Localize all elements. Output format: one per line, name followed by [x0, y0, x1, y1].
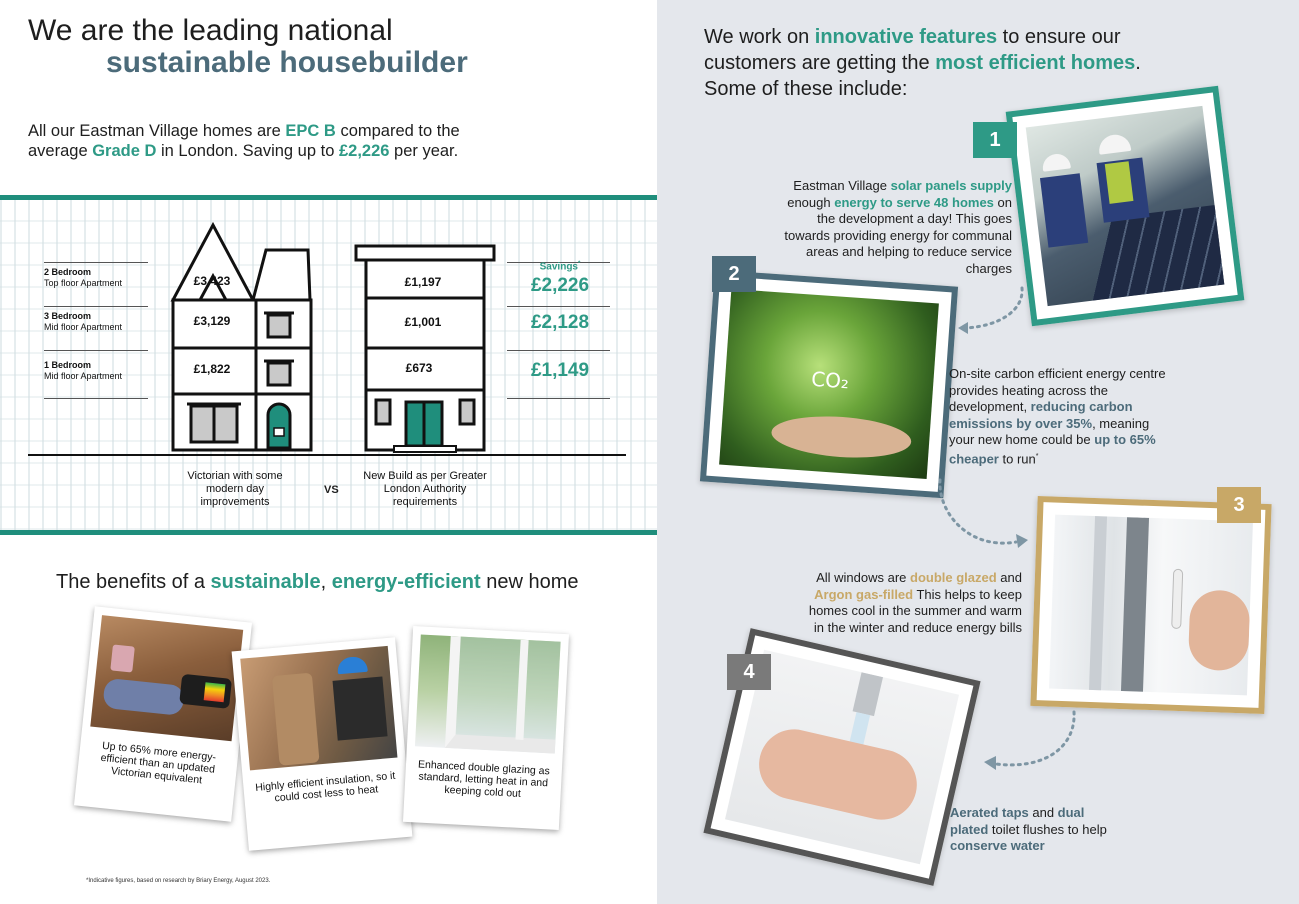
- features-heading: We work on innovative features to ensure our customers are getting the most efficient homes. Some of these include:: [704, 26, 1141, 100]
- polaroid-caption-2: Highly efficient insulation, so it could cost less to heat: [254, 769, 396, 805]
- victorian-house-illustration: [158, 220, 314, 452]
- insulation-worker-photo: [240, 646, 397, 770]
- price-new-3-bed: £1,001: [404, 315, 442, 329]
- window-handle-photo: [1049, 515, 1253, 696]
- saving-2-bed: £2,226: [530, 275, 590, 296]
- feature-3-text: All windows are double glazed and Argon gas-filled This helps to keep homes cool in the summer and warm in the winter and reduce energy bills: [808, 570, 1022, 635]
- double-glazing-photo: [415, 634, 561, 753]
- feature-4-text: Aerated taps and dual plated toilet flushes to help conserve water: [950, 805, 1107, 853]
- page-title-line2: sustainable housebuilder: [106, 46, 468, 79]
- connector-arrow-2-3: [930, 474, 1040, 558]
- polaroid-energy-meter: [74, 606, 252, 821]
- co2-photo: [719, 289, 939, 479]
- page-title-line1: We are the leading national: [28, 14, 393, 47]
- connector-arrow-3-4: [976, 706, 1086, 778]
- footnote: *Indicative figures, based on research by Briary Energy, August 2023.: [86, 878, 271, 884]
- price-old-2-bed: £3,423: [193, 274, 231, 288]
- feature-number-1: 1: [973, 122, 1017, 158]
- polaroid-caption-3: Enhanced double glazing as standard, letting heat in and keeping cold out: [417, 758, 551, 800]
- price-new-1-bed: £673: [405, 361, 433, 375]
- row-label-1-bed: 1 Bedroom Mid floor Apartment: [44, 360, 123, 381]
- row-label-3-bed: 3 Bedroom Mid floor Apartment: [44, 311, 123, 332]
- intro-text: All our Eastman Village homes are EPC B compared to the average Grade D in London. Saving up to £2,226 per year.: [28, 122, 460, 160]
- saving-1-bed: £1,149: [530, 360, 590, 381]
- connector-arrow-1-2: [940, 280, 1040, 340]
- price-old-1-bed: £1,822: [193, 362, 231, 376]
- caption-new-build: New Build as per Greater London Authority requirements: [363, 470, 487, 508]
- price-new-2-bed: £1,197: [404, 275, 442, 289]
- co2-label: CO₂: [810, 366, 850, 394]
- caption-victorian: Victorian with some modern day improvements: [187, 470, 283, 508]
- feature-1-text: Eastman Village solar panels supply enough energy to serve 48 homes on the development a day! This goes towards providing energy for communal areas and helping to reduce service charges: [784, 178, 1012, 276]
- windows-frame: [1030, 496, 1271, 714]
- polaroid-insulation: [232, 637, 413, 851]
- solar-panels-frame: [1006, 86, 1245, 326]
- new-build-illustration: [354, 242, 498, 454]
- feature-2-text: On-site carbon efficient energy centre provides heating across the development, reducing carbon emissions by over 35%, meaning your new home could be up to 65% cheaper to run*: [949, 366, 1166, 466]
- polaroid-double-glazing: [403, 626, 569, 830]
- benefits-heading: The benefits of a sustainable, energy-efficient new home: [56, 571, 579, 593]
- vs-label: VS: [324, 484, 339, 496]
- savings-label: Savings*: [539, 261, 581, 273]
- saving-3-bed: £2,128: [530, 312, 590, 333]
- feature-number-3: 3: [1217, 487, 1261, 523]
- price-old-3-bed: £3,129: [193, 314, 231, 328]
- feature-number-2: 2: [712, 256, 756, 292]
- energy-meter-photo: [90, 615, 243, 741]
- polaroid-caption-1: Up to 65% more energy-efficient than an updated Victorian equivalent: [100, 739, 217, 787]
- solar-panels-photo: [1026, 106, 1225, 306]
- co2-frame: [700, 270, 958, 499]
- row-label-2-bed: 2 Bedroom Top floor Apartment: [44, 267, 123, 288]
- feature-number-4: 4: [727, 654, 771, 690]
